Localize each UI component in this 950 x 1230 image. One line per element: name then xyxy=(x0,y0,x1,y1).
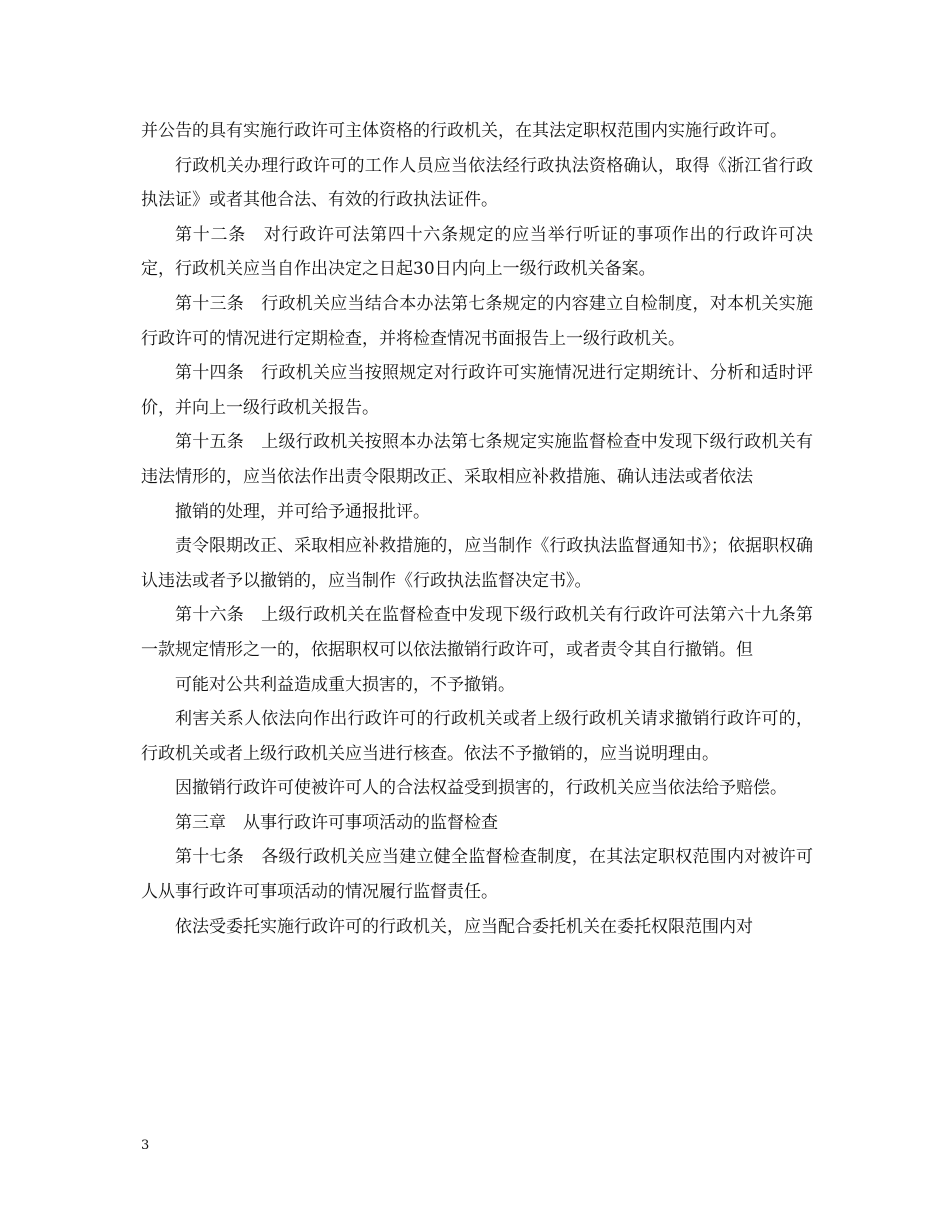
paragraph: 依法受委托实施行政许可的行政机关，应当配合委托机关在委托权限范围内对 xyxy=(175,916,753,937)
paragraph: 利害关系人依法向作出行政许可的行政机关或者上级行政机关请求撤销行政许可的，行政机关或者上级行政机关应当进行核查。依法不予撤销的，应当说明理由。 xyxy=(141,709,813,764)
document-body xyxy=(141,114,813,944)
article-16-paragraph: 第十六条 上级行政机关在监督检查中发现下级行政机关有行政许可法第六十九条第一款规定情形之一的，依据职权可以依法撤销行政许可，或者责令其自行撤销。但 xyxy=(141,605,813,660)
article-15-paragraph: 第十五条 上级行政机关按照本办法第七条规定实施监督检查中发现下级行政机关有违法情形的，应当依法作出责令限期改正、采取相应补救措施、确认违法或者依法 xyxy=(141,432,813,487)
paragraph: 可能对公共利益造成重大损害的，不予撤销。 xyxy=(175,674,515,695)
paragraph: 责令限期改正、采取相应补救措施的，应当制作《行政执法监督通知书》；依据职权确认违法或者予以撤销的，应当制作《行政执法监督决定书》。 xyxy=(141,536,813,591)
article-17-paragraph: 第十七条 各级行政机关应当建立健全监督检查制度，在其法定职权范围内对被许可人从事行政许可事项活动的情况履行监督责任。 xyxy=(141,847,813,903)
paragraph: 行政机关办理行政许可的工作人员应当依法经行政执法资格确认，取得《浙江省行政执法证》或者其他合法、有效的行政执法证件。 xyxy=(141,155,813,211)
article-14-paragraph: 第十四条 行政机关应当按照规定对行政许可实施情况进行定期统计、分析和适时评价，并向上一级行政机关报告。 xyxy=(141,363,813,418)
chapter-3-heading: 第三章 从事行政许可事项活动的监督检查 xyxy=(175,812,498,833)
page-number: 3 xyxy=(141,1138,150,1153)
paragraph: 并公告的具有实施行政许可主体资格的行政机关，在其法定职权范围内实施行政许可。 xyxy=(141,121,787,141)
article-12-paragraph: 第十二条 对行政许可法第四十六条规定的应当举行听证的事项作出的行政许可决定，行政机关应当自作出决定之日起30日内向上一级行政机关备案。 xyxy=(141,224,813,280)
paragraph: 撤销的处理，并可给予通报批评。 xyxy=(175,501,430,522)
article-13-paragraph: 第十三条 行政机关应当结合本办法第七条规定的内容建立自检制度，对本机关实施行政许可的情况进行定期检查，并将检查情况书面报告上一级行政机关。 xyxy=(141,293,813,349)
paragraph: 因撤销行政许可使被许可人的合法权益受到损害的，行政机关应当依法给予赔偿。 xyxy=(175,778,787,799)
